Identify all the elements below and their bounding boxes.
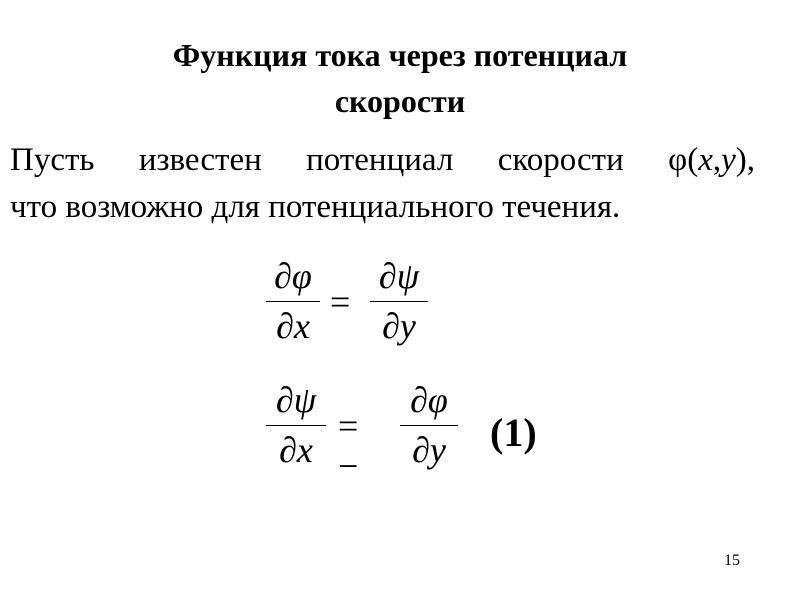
body-line-1	[10, 137, 755, 184]
equation-2-lhs-denominator: ∂x	[279, 430, 313, 470]
equation-2-operator: = −	[338, 406, 359, 486]
equation-2-rhs-fraction-bar	[400, 425, 458, 426]
slide-body-text	[10, 137, 755, 231]
equation-1-lhs-denominator: ∂x	[276, 306, 310, 346]
equation-2-lhs-fraction-bar	[266, 425, 326, 426]
slide-title-line-1: Функция тока через потенциал	[172, 37, 628, 73]
slide-title	[0, 32, 800, 124]
equation-2-lhs-numerator: ∂ψ	[275, 380, 317, 420]
equation-1-rhs-fraction	[370, 256, 428, 351]
equation-2-rhs-numerator: ∂φ	[410, 380, 448, 420]
equation-1-operator: =	[330, 282, 351, 322]
equation-1-rhs-numerator: ∂ψ	[378, 256, 420, 296]
equation-2-rhs-denominator: ∂y	[412, 430, 446, 470]
equation-1-rhs-denominator: ∂y	[382, 306, 416, 346]
body-var-x: x	[698, 142, 713, 178]
body-line-2: что возможно для потенциального течения.	[10, 189, 621, 225]
body-var-y: y	[721, 142, 736, 178]
equation-1-lhs-numerator: ∂φ	[274, 256, 312, 296]
equation-1-lhs-fraction	[266, 256, 320, 351]
page-number: 15	[724, 552, 740, 569]
body-line-1-suffix: ),	[735, 142, 755, 178]
equation-2-lhs-fraction	[266, 380, 326, 475]
body-line-1-prefix: Пусть известен потенциал скорости φ(	[10, 142, 699, 178]
equation-1-rhs-fraction-bar	[370, 301, 428, 302]
body-comma: ,	[712, 142, 722, 178]
equation-1-lhs-fraction-bar	[266, 301, 320, 302]
equation-2-rhs-fraction	[400, 380, 458, 475]
slide-title-line-2: скорости	[334, 83, 466, 119]
equation-label: (1)	[490, 410, 537, 455]
